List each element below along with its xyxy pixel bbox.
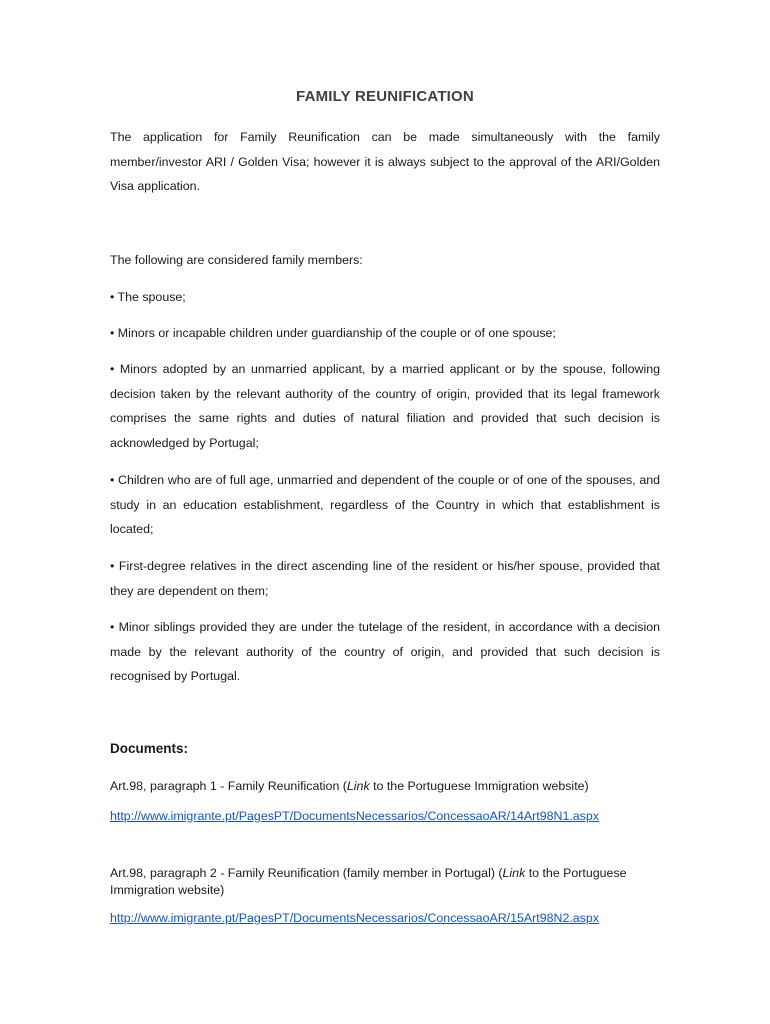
document-item-1-link-word: Link: [346, 779, 370, 793]
document-item-1-link[interactable]: http://www.imigrante.pt/PagesPT/DocumentsNecessarios/ConcessaoAR/14Art98N1.aspx: [110, 809, 599, 823]
document-item-2-link-word: Link: [502, 866, 526, 880]
bullet-first-degree-relatives: • First-degree relatives in the direct ascending line of the resident or his/her spouse, provided that they are dependent on them;: [110, 559, 660, 598]
document-item-2-link[interactable]: http://www.imigrante.pt/PagesPT/DocumentsNecessarios/ConcessaoAR/15Art98N2.aspx: [110, 911, 599, 925]
document-item-2-prefix: Art.98, paragraph 2 - Family Reunification (family member in Portugal) (: [110, 866, 503, 880]
bullet-minors-guardianship: • Minors or incapable children under guardianship of the couple or of one spouse;: [110, 326, 556, 340]
documents-heading: Documents:: [110, 741, 189, 756]
bullet-spouse: • The spouse;: [110, 290, 186, 304]
document-item-1-prefix: Art.98, paragraph 1 - Family Reunification (: [110, 779, 347, 793]
page-title: FAMILY REUNIFICATION: [296, 88, 474, 105]
bullet-minor-siblings: • Minor siblings provided they are under the tutelage of the resident, in accordance with a decision made by the relevant authority of the country of origin, and provided that such decision is recognised by Portugal.: [110, 620, 660, 683]
document-item-1-text: [110, 779, 660, 793]
bullet-minors-adopted: • Minors adopted by an unmarried applicant, by a married applicant or by the spouse, following decision taken by the relevant authority of the country of origin, provided that its legal framework comprises the same rights and duties of natural filiation and provided that such decision is acknowledged by Portugal;: [110, 362, 660, 450]
intro-paragraph: The application for Family Reunification can be made simultaneously with the family member/investor ARI / Golden Visa; however it is always subject to the approval of the ARI/Golden Visa application.: [110, 130, 660, 193]
document-item-2-suffix: to the Portuguese Immigration website): [110, 866, 627, 897]
document-item-2-text: [110, 865, 660, 899]
document-item-1-suffix: to the Portuguese Immigration website): [369, 779, 589, 793]
bullet-children-full-age: • Children who are of full age, unmarried and dependent of the couple or of one of the spouses, and study in an education establishment, regardless of the Country in which that establishment is located;: [110, 473, 660, 536]
members-lead-text: The following are considered family members:: [110, 253, 363, 267]
